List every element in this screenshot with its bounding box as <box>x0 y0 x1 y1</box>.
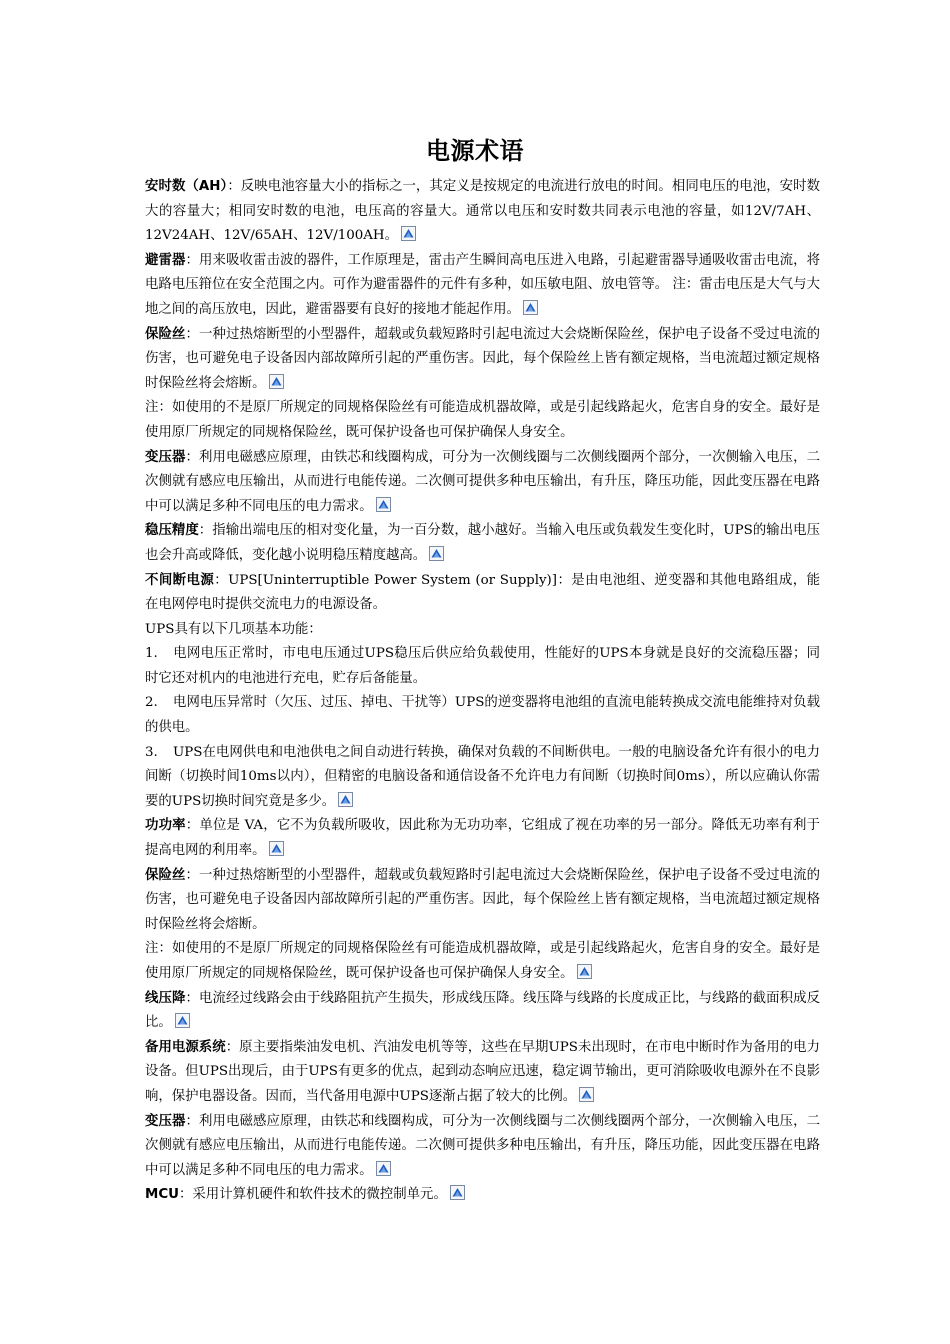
paragraph <box>145 569 820 618</box>
term-separator: ： <box>227 179 241 194</box>
definition-text: 一种过热熔断型的小型器件，超载或负载短路时引起电流过大会烧断保险丝，保护电子设备不受过电流的伤害，也可避免电子设备因内部故障所引起的严重伤害。因此，每个保险丝上皆有额定规格，当电流超过额定规格时保险丝将会熔断。 <box>145 867 821 932</box>
picture-icon[interactable] <box>338 792 353 807</box>
definition-text: 用来吸收雷击波的器件，工作原理是，雷击产生瞬间高电压进入电路，引起避雷器导通吸收雷击电流，将电路电压箝位在安全范围之内。可作为避雷器件的元件有多种，如压敏电阻、放电管等。 注：雷击电压是大气与大地之间的高压放电，因此，避雷器要有良好的接地才能起作用。 <box>145 252 821 317</box>
paragraph <box>145 175 820 249</box>
definition-text: 利用电磁感应原理，由铁芯和线圈构成，可分为一次侧线圈与二次侧线圈两个部分，一次侧输入电压，二次侧就有感应电压输出，从而进行电能传递。二次侧可提供多种电压输出，有升压，降压功能，因此变压器在电路中可以满足多种不同电压的电力需求。 <box>145 449 821 514</box>
paragraph <box>145 1183 820 1208</box>
term-label: 线压降 <box>145 990 186 1006</box>
picture-icon[interactable] <box>579 1087 594 1102</box>
definition-text: UPS在电网供电和电池供电之间自动进行转换，确保对负载的不间断供电。一般的电脑设备允许有很小的电力间断（切换时间10ms以内），但精密的电脑设备和通信设备不允许电力有间断（切换时间0ms），所以应确认你需要的UPS切换时间究竟是多少。 <box>145 744 820 809</box>
picture-icon[interactable] <box>450 1185 465 1200</box>
term-separator: ： <box>179 1187 193 1203</box>
paragraph <box>145 987 820 1036</box>
term-label: 保险丝 <box>145 867 186 883</box>
picture-icon[interactable] <box>429 546 444 561</box>
definition-text: UPS[Uninterruptible Power System (or Supply)]：是由电池组、逆变器和其他电路组成，能在电网停电时提供交流电力的电源设备。 <box>145 572 821 613</box>
paragraph <box>145 1110 820 1184</box>
term-separator: ： <box>185 818 200 834</box>
definition-text: 注：如使用的不是原厂所规定的同规格保险丝有可能造成机器故障，或是引起线路起火，危害自身的安全。最好是使用原厂所规定的同规格保险丝，既可保护设备也可保护确保人身安全。 <box>145 400 820 440</box>
list-number: 1. <box>145 646 158 662</box>
term-separator: ： <box>185 990 200 1006</box>
definition-text: 单位是 VA，它不为负载所吸收，因此称为无功功率，它组成了视在功率的另一部分。降低无功率有利于提高电网的利用率。 <box>145 818 821 859</box>
definition-text: 指输出端电压的相对变化量，为一百分数，越小越好。当输入电压或负载发生变化时，UPS的输出电压也会升高或降低，变化越小说明稳压精度越高。 <box>145 523 821 563</box>
definition-text: 一种过热熔断型的小型器件，超载或负载短路时引起电流过大会烧断保险丝，保护电子设备不受过电流的伤害，也可避免电子设备因内部故障所引起的严重伤害。因此，每个保险丝上皆有额定规格，当电流超过额定规格时保险丝将会熔断。 <box>145 326 821 391</box>
term-label: 不间断电源 <box>145 572 215 588</box>
document-body <box>145 175 820 1208</box>
term-label: MCU <box>145 1187 180 1203</box>
page-title: 电源术语 <box>426 137 524 165</box>
term-separator: ： <box>214 572 229 588</box>
paragraph <box>145 446 820 520</box>
term-label: 保险丝 <box>145 326 186 342</box>
term-separator: ： <box>185 326 200 342</box>
paragraph <box>145 691 820 740</box>
term-label: 变压器 <box>145 449 186 465</box>
definition-text: 电网电压异常时（欠压、过压、掉电、干扰等）UPS的逆变器将电池组的直流电能转换成交流电能维持对负载的供电。 <box>145 695 820 736</box>
paragraph <box>145 642 820 691</box>
picture-icon[interactable] <box>269 374 284 389</box>
paragraph <box>145 323 820 397</box>
picture-icon[interactable] <box>175 1013 190 1028</box>
paragraph <box>145 1036 820 1110</box>
term-label: 避雷器 <box>145 252 186 268</box>
term-label: 稳压精度 <box>145 523 199 539</box>
term-label: 变压器 <box>145 1113 186 1129</box>
definition-text: 电流经过线路会由于线路阻抗产生损失，形成线压降。线压降与线路的长度成正比，与线路的截面积成反比。 <box>145 990 821 1031</box>
definition-text: 反映电池容量大小的指标之一，其定义是按规定的电流进行放电的时间。相同电压的电池，安时数大的容量大；相同安时数的电池，电压高的容量大。通常以电压和安时数共同表示电池的容量，如12V/7AH、12V24AH、12V/65AH、12V/100AH。 <box>145 179 821 244</box>
paragraph <box>145 864 820 938</box>
picture-icon[interactable] <box>376 497 391 512</box>
paragraph <box>145 519 820 568</box>
paragraph <box>145 249 820 323</box>
paragraph <box>145 814 820 863</box>
term-label: 备用电源系统 <box>145 1039 226 1055</box>
term-separator: ： <box>185 449 200 465</box>
definition-text: 注：如使用的不是原厂所规定的同规格保险丝有可能造成机器故障，或是引起线路起火，危害自身的安全。最好是使用原厂所规定的同规格保险丝，既可保护设备也可保护确保人身安全。 <box>145 941 820 981</box>
picture-icon[interactable] <box>376 1161 391 1176</box>
definition-text: 利用电磁感应原理，由铁芯和线圈构成，可分为一次侧线圈与二次侧线圈两个部分，一次侧输入电压，二次侧就有感应电压输出，从而进行电能传递。二次侧可提供多种电压输出，有升压，降压功能，因此变压器在电路中可以满足多种不同电压的电力需求。 <box>145 1113 821 1178</box>
term-separator: ： <box>185 867 200 883</box>
term-label: 安时数（AH） <box>145 179 228 194</box>
paragraph <box>145 396 820 445</box>
term-label: 功功率 <box>145 818 186 834</box>
definition-text: 采用计算机硬件和软件技术的微控制单元。 <box>192 1187 447 1203</box>
definition-text: UPS具有以下几项基本功能： <box>145 621 322 637</box>
picture-icon[interactable] <box>577 964 592 979</box>
term-separator: ： <box>185 252 200 268</box>
term-separator: ： <box>185 1113 200 1129</box>
term-separator: ： <box>198 523 213 539</box>
picture-icon[interactable] <box>523 300 538 315</box>
definition-text: 原主要指柴油发电机、汽油发电机等等，这些在早期UPS未出现时，在市电中断时作为备用的电力设备。但UPS出现后，由于UPS有更多的优点，起到动态响应迅速，稳定调节输出，更可消除吸收电源外在不良影响，保护电器设备。因而，当代备用电源中UPS逐渐占据了较大的比例。 <box>145 1039 821 1104</box>
definition-text: 电网电压正常时，市电电压通过UPS稳压后供应给负载使用，性能好的UPS本身就是良好的交流稳压器；同时它还对机内的电池进行充电，贮存后备能量。 <box>145 646 820 686</box>
paragraph <box>145 741 820 815</box>
term-separator: ： <box>225 1039 240 1055</box>
list-number: 2. <box>145 695 158 711</box>
list-number: 3. <box>145 744 158 760</box>
paragraph <box>145 937 820 986</box>
picture-icon[interactable] <box>269 841 284 856</box>
picture-icon[interactable] <box>401 226 416 241</box>
paragraph <box>145 618 820 643</box>
